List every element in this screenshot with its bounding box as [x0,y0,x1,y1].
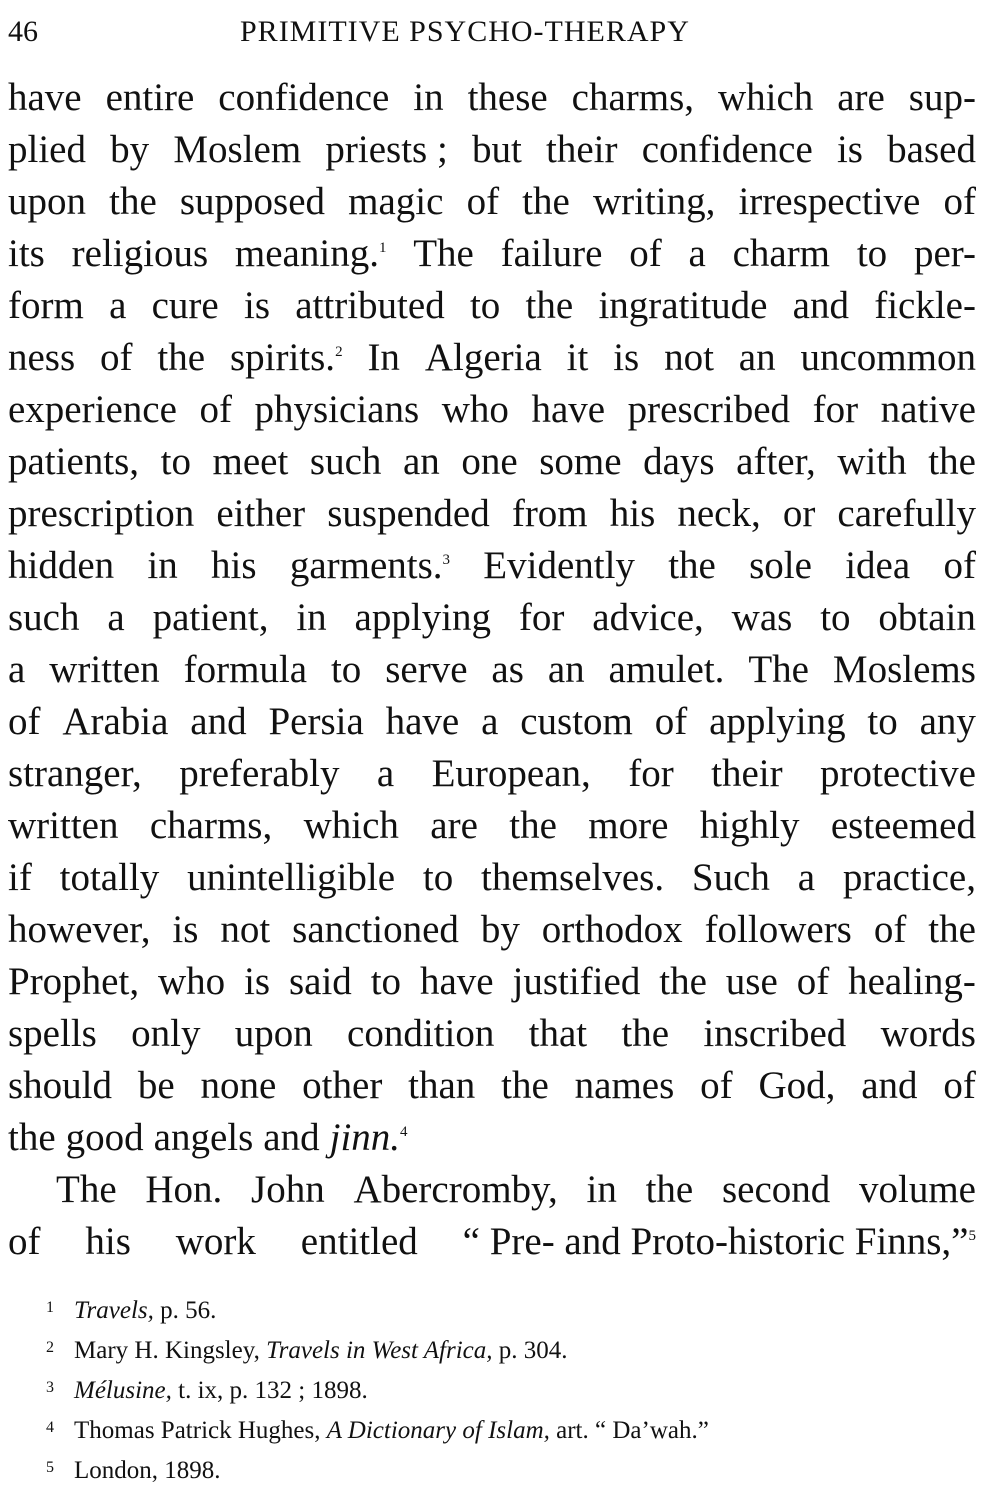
text-line [8,384,976,436]
word: have [385,700,460,743]
word: and [861,1064,918,1107]
word: The [56,1168,117,1211]
word: the [501,1064,549,1107]
word: ingratitude [598,284,768,327]
word: patients, [8,440,140,483]
word: of [654,700,688,743]
word: custom [520,700,633,743]
word: The [748,648,809,691]
word: justified [512,960,641,1003]
word: the [928,908,976,951]
word: Arabia [62,700,169,743]
word: for [812,388,859,431]
word: a [8,648,26,691]
word: to [820,596,851,639]
word: upon [8,180,86,223]
word: in [586,1168,617,1211]
word: who [441,388,509,431]
word: of [943,1064,976,1107]
word: spells [8,1012,97,1055]
footnote-ref: 1 [378,240,387,256]
word: its [8,232,45,275]
word: based [887,128,976,171]
word: neck, [677,492,761,535]
word: by [110,128,150,171]
word: confidence [641,128,813,171]
word: is [243,284,270,327]
word: stranger, [8,752,142,795]
word: idea [845,544,911,587]
word: and [792,284,849,327]
word: meet [212,440,289,483]
word: and [190,700,247,743]
word: hidden [8,544,115,587]
word: themselves. [481,856,665,899]
word: a [688,232,706,275]
word: obtain [878,596,976,639]
word: as [491,648,524,691]
text-line [8,696,976,748]
word: the [8,1116,56,1159]
word: confidence [218,76,390,119]
word: volume [859,1168,976,1211]
text-line [8,332,976,384]
word: of [943,180,976,223]
text-line [8,1216,976,1268]
word: which [717,76,814,119]
word: should [8,1064,113,1107]
word: his [211,544,257,587]
word: names [574,1064,675,1107]
word: uncommon [800,336,976,379]
word: the [645,1168,694,1211]
word: of [8,1220,41,1263]
word: of [8,700,41,743]
word: entire [105,76,195,119]
word: experience [8,388,177,431]
word: native [880,388,976,431]
word: are [430,804,478,847]
word: some [539,440,622,483]
word: a [797,856,816,899]
word: of [199,388,232,431]
word: John [251,1168,325,1211]
word: the [157,336,206,379]
word: however, [8,908,151,951]
word: Algeria [424,336,542,379]
word: have [419,960,494,1003]
word: a [376,752,395,795]
word: formula [183,648,308,691]
page-number: 46 [8,15,38,48]
word: to [370,960,402,1003]
text-line [8,644,976,696]
word: in [296,596,327,639]
word: carefully [837,492,976,535]
word: esteemed [830,804,976,847]
word: who [157,960,226,1003]
word: is [613,336,640,379]
word: applying [354,596,492,639]
word: their [546,128,618,171]
text-line [8,852,976,904]
word: meaning.$^1$ [234,232,387,275]
word: written [49,648,160,691]
word: not [664,336,714,379]
word: an [402,440,440,483]
word: of [629,232,662,275]
text-line [8,1164,976,1216]
word: the [525,284,574,327]
word: the [668,544,716,587]
text-line [8,280,976,332]
word: an [738,336,776,379]
word: the [509,804,557,847]
footnote: 1 Travels, p. 56. [46,1288,976,1328]
word: use [725,960,778,1003]
word: if [8,856,32,899]
word: advice, [592,596,704,639]
word: to [330,648,362,691]
text-line [8,956,976,1008]
word: of [796,960,830,1003]
word: any [919,700,976,743]
word: cure [151,284,219,327]
word: irrespective [738,180,921,223]
word: The [413,232,474,275]
word: applying [709,700,846,743]
word: angels [153,1116,254,1159]
footnote-number: 2 [46,1339,54,1356]
word: charms, [571,76,695,119]
word: by [480,908,520,951]
word: either [216,492,306,535]
word: to [160,440,191,483]
text-line [8,540,976,592]
word: physicians [254,388,420,431]
word: for [628,752,674,795]
word: after, [736,440,816,483]
text-line [8,1008,976,1060]
word: condition [347,1012,495,1055]
word: is [836,128,863,171]
word: be [137,1064,175,1107]
word: charm [732,232,831,275]
footnote: 2 Mary H. Kingsley, Travels in West Africa, p. 304. [46,1328,976,1368]
text-line [8,436,976,488]
word: healing- [848,960,976,1003]
word: form [8,284,84,327]
word: to [422,856,454,899]
word: the [928,440,976,483]
text-line [8,176,976,228]
word: more [588,804,669,847]
word: per- [913,232,976,275]
word: their [711,752,783,795]
word: sole [749,544,812,587]
word: a [107,596,125,639]
text-line [8,1060,976,1112]
word: it [566,336,589,379]
word: serve [385,648,468,691]
word: of [873,908,907,951]
text-line [8,124,976,176]
word: In [367,336,400,379]
word: priests ; [325,128,448,171]
word: magic [348,180,444,223]
word: Moslem [173,128,302,171]
text-line [8,72,976,124]
text-line [8,488,976,540]
word: which [303,804,399,847]
footnote-ref: 2 [335,344,343,360]
word: with [837,440,907,483]
word: these [467,76,548,119]
word: in [147,544,178,587]
word: Hon. [145,1168,223,1211]
word: the [621,1012,670,1055]
word: such [8,596,80,639]
word: but [472,128,522,171]
word: other [302,1064,383,1107]
word: prescribed [627,388,791,431]
word: to [856,232,888,275]
word: failure [500,232,603,275]
word: such [309,440,382,483]
word: Moslems [832,648,976,691]
word: the [522,180,570,223]
word: of [466,180,500,223]
word: amulet. [608,648,725,691]
word: his [609,492,656,535]
footnote-ref: 4 [400,1124,408,1140]
word: charms, [149,804,273,847]
word: a [109,284,127,327]
word: patient, [152,596,269,639]
word: was [731,596,793,639]
word: garments.$^3$ [289,544,451,587]
text-line [8,1112,976,1164]
word: suspended [327,492,490,535]
word: good [65,1116,144,1159]
text-line [8,228,976,280]
word: inscribed [703,1012,847,1055]
word: and [263,1116,320,1159]
word: in [413,76,444,119]
word: an [547,648,585,691]
running-head: PRIMITIVE PSYCHO-THERAPY [240,15,690,48]
word: work [175,1220,256,1263]
word: religious [71,232,209,275]
footnote: 5 London, 1898. [46,1448,976,1488]
word: of [943,544,976,587]
word: none [200,1064,277,1107]
word: the [659,960,707,1003]
word: fickle- [874,284,976,327]
footnote-number: 1 [46,1299,54,1316]
footnote-number: 3 [46,1379,54,1396]
footnote: 3 Mélusine, t. ix, p. 132 ; 1898. [46,1368,976,1408]
word: ness [8,336,76,379]
word: unintelligible [187,856,396,899]
word: attributed [295,284,445,327]
word: one [461,440,518,483]
word: Prophet, [8,960,140,1003]
word: to [469,284,501,327]
word: followers [704,908,852,951]
footnotes [46,1288,976,1488]
word: Such [691,856,770,899]
word: European, [431,752,591,795]
word: plied [8,128,86,171]
footnote-ref: 3 [442,552,451,568]
word: second [721,1168,831,1211]
footnote: 4 Thomas Patrick Hughes, A Dictionary of Islam, art. “ Da’wah.” [46,1408,976,1448]
word: words [880,1012,976,1055]
word: a [481,700,499,743]
word: his [85,1220,131,1263]
word: orthodox [541,908,683,951]
word: totally [59,856,160,899]
word: written [8,804,119,847]
word: jinn.$^4$ [329,1116,408,1159]
work-title: “ Pre- and Proto-historic Finns,”$^5$ [462,1220,976,1263]
word: from [511,492,588,535]
word: than [408,1064,476,1107]
word: protective [820,752,976,795]
word: sanctioned [292,908,459,951]
word: practice, [842,856,976,899]
word: is [172,908,199,951]
word: upon [234,1012,313,1055]
word: days [643,440,715,483]
word: entitled [300,1220,418,1263]
word: of [700,1064,733,1107]
footnote-number: 5 [46,1459,54,1476]
word: for [518,596,565,639]
word: are [837,76,885,119]
text-line [8,800,976,852]
word: prescription [8,492,195,535]
footnote-number: 4 [46,1419,54,1436]
word: said [288,960,352,1003]
body-text [8,72,976,1268]
text-line [8,748,976,800]
word: the [109,180,157,223]
word: Persia [268,700,364,743]
text-line [8,592,976,644]
word: Evidently [483,544,635,587]
word: of [100,336,133,379]
page-header [8,10,988,54]
word: preferably [179,752,340,795]
word: is [244,960,271,1003]
text-line [8,904,976,956]
word: writing, [592,180,716,223]
word: have [531,388,606,431]
word: not [220,908,271,951]
word: only [131,1012,201,1055]
word: or [782,492,816,535]
word: supposed [179,180,326,223]
word: highly [699,804,800,847]
word: spirits.$^2$ [229,336,343,379]
word: sup- [908,76,976,119]
word: God, [758,1064,836,1107]
footnote-ref: 5 [968,1228,976,1244]
word: to [867,700,898,743]
word: that [528,1012,588,1055]
word: have [8,76,82,119]
word: Abercromby, [353,1168,558,1211]
